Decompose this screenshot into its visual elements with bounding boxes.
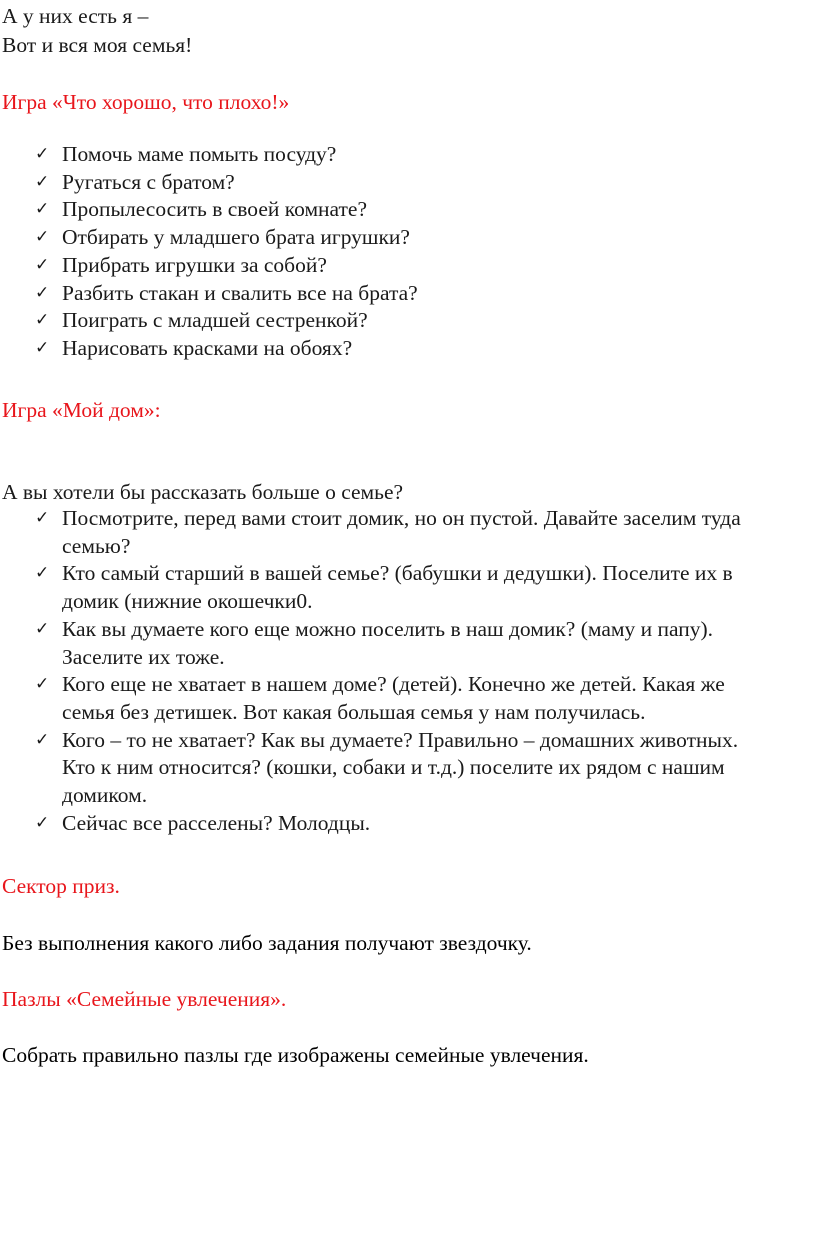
check-icon: ✓ — [35, 618, 50, 639]
list-item-text: Кого – то не хватает? Как вы думаете? Правильно – домашних животных. Кто к ним относится? (кошки, собаки и т.д.) поселите их рядом с нашим домиком. — [62, 727, 739, 808]
check-icon: ✓ — [35, 729, 50, 750]
list-item — [0, 810, 760, 838]
list-item-text: Ругаться с братом? — [62, 169, 235, 194]
list-item — [0, 671, 760, 726]
list-item — [0, 196, 780, 224]
check-icon: ✓ — [35, 254, 50, 275]
list-item-text: Разбить стакан и свалить все на брата? — [62, 280, 418, 305]
check-icon: ✓ — [35, 508, 50, 528]
list-item-text: Сейчас все расселены? Молодцы. — [62, 810, 371, 835]
check-icon: ✓ — [35, 227, 50, 248]
list-item-text: Кто самый старший в вашей семье? (бабушки и дедушки). Поселите их в домик (нижние окошечки0. — [62, 561, 733, 614]
game1-checklist — [0, 141, 780, 363]
game2-heading: Игра «Мой дом»: — [2, 398, 161, 422]
check-icon: ✓ — [35, 144, 50, 164]
list-item-text: Поиграть с младшей сестренкой? — [62, 308, 368, 333]
list-item — [0, 169, 780, 197]
list-item-text: Пропылесосить в своей комнате? — [62, 197, 368, 222]
poem-line-2: Вот и вся моя семья! — [2, 33, 193, 57]
check-icon: ✓ — [35, 199, 50, 220]
list-item-text: Кого еще не хватает в нашем доме? (детей). Конечно же детей. Какая же семья без детишек. Вот какая большая семья у нам получилась. — [62, 672, 725, 724]
puzzles-heading: Пазлы «Семейные увлечения». — [2, 987, 287, 1011]
list-item — [0, 560, 760, 615]
check-icon: ✓ — [35, 563, 50, 584]
game2-checklist — [0, 505, 760, 837]
game2-intro: А вы хотели бы рассказать больше о семье? — [2, 480, 404, 504]
check-icon: ✓ — [35, 171, 50, 192]
list-item — [0, 307, 780, 335]
list-item — [0, 224, 780, 252]
list-item — [0, 280, 780, 308]
list-item — [0, 141, 780, 169]
list-item — [0, 252, 780, 280]
list-item-text: Как вы думаете кого еще можно поселить в наш домик? (маму и папу). Заселите их тоже. — [62, 616, 714, 669]
sector-heading: Сектор приз. — [2, 874, 120, 898]
list-item-text: Прибрать игрушки за собой? — [62, 252, 327, 277]
check-icon: ✓ — [35, 310, 50, 331]
list-item — [0, 335, 780, 363]
list-item — [0, 616, 760, 671]
list-item — [0, 727, 760, 810]
check-icon: ✓ — [35, 337, 50, 358]
check-icon: ✓ — [35, 282, 50, 303]
game1-heading: Игра «Что хорошо, что плохо!» — [2, 90, 290, 114]
list-item-text: Нарисовать красками на обоях? — [62, 335, 353, 360]
list-item-text: Посмотрите, перед вами стоит домик, но он пустой. Давайте заселим туда семью? — [62, 506, 741, 558]
list-item-text: Помочь маме помыть посуду? — [62, 142, 337, 166]
check-icon: ✓ — [35, 812, 50, 833]
check-icon: ✓ — [35, 674, 50, 695]
sector-text: Без выполнения какого либо задания получают звездочку. — [2, 931, 532, 955]
poem-line-1: А у них есть я – — [2, 4, 149, 28]
puzzles-text: Собрать правильно пазлы где изображены семейные увлечения. — [2, 1043, 589, 1067]
list-item-text: Отбирать у младшего брата игрушки? — [62, 225, 410, 250]
list-item — [0, 505, 760, 560]
